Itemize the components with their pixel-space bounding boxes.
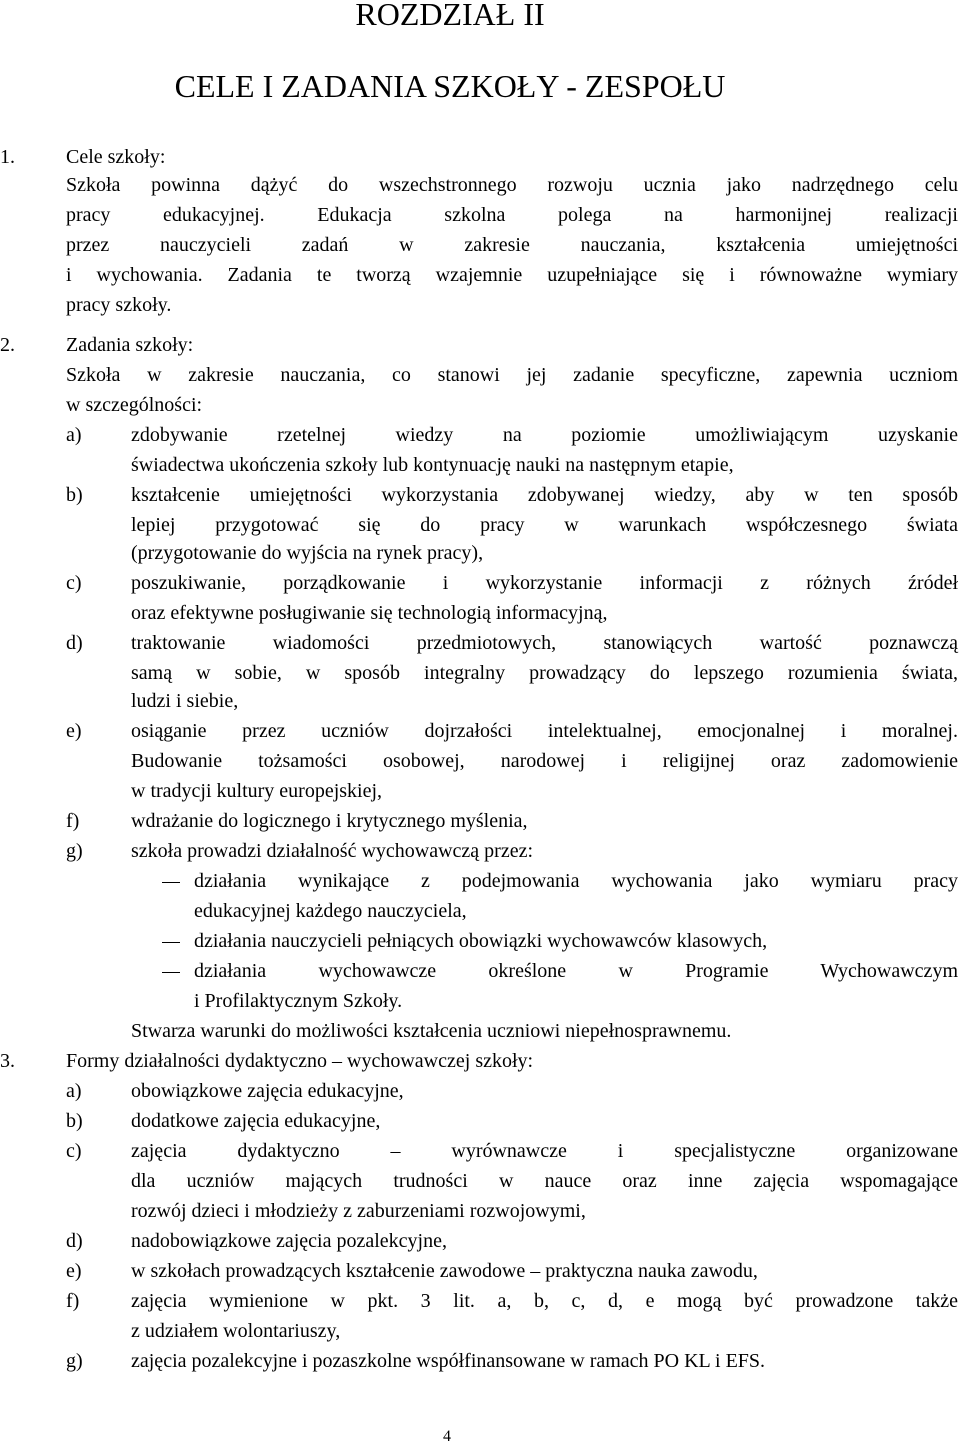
list-label: e): [66, 1260, 82, 1282]
list-label: c): [66, 572, 82, 594]
list-label: b): [66, 1110, 83, 1132]
dash-item-line: i Profilaktycznym Szkoły.: [194, 990, 403, 1012]
list-item-line: ludzi i siebie,: [131, 690, 239, 712]
page-number: 4: [443, 1428, 451, 1445]
list-item-line: kształcenie umiejętności wykorzystania zdobywanej wiedzy, aby w ten sposób: [131, 484, 958, 506]
list-item-line: rozwój dzieci i młodzieży z zaburzeniami rozwojowymi,: [131, 1200, 586, 1222]
list-label: a): [66, 1080, 82, 1102]
dash-item-line: działania nauczycieli pełniących obowiązki wychowawców klasowych,: [194, 930, 768, 952]
dash-bullet: [162, 942, 180, 943]
chapter-heading: ROZDZIAŁ II: [355, 0, 545, 32]
section-1-line: i wychowania. Zadania te tworzą wzajemnie uzupełniające się i równoważne wymiary: [66, 264, 958, 286]
dash-item-line: działania wychowawcze określone w Programie Wychowawczym: [194, 960, 958, 982]
list-item-line: lepiej przygotować się do pracy w warunkach współczesnego świata: [131, 514, 958, 536]
list-label: e): [66, 720, 82, 742]
list-item-line: zajęcia wymienione w pkt. 3 lit. a, b, c, d, e mogą być prowadzone także: [131, 1290, 958, 1312]
section-2-closing: Stwarza warunki do możliwości kształcenia uczniowi niepełnosprawnemu.: [131, 1020, 732, 1042]
section-1-number: 1.: [0, 146, 15, 168]
list-item-line: dla uczniów mających trudności w nauce oraz inne zajęcia wspomagające: [131, 1170, 958, 1192]
list-label: d): [66, 1230, 83, 1252]
list-label: d): [66, 632, 83, 654]
list-item-line: dodatkowe zajęcia edukacyjne,: [131, 1110, 381, 1132]
list-item-line: wdrażanie do logicznego i krytycznego myślenia,: [131, 810, 528, 832]
list-label: g): [66, 840, 83, 862]
list-item-line: zajęcia dydaktyczno – wyrównawcze i specjalistyczne organizowane: [131, 1140, 958, 1162]
list-item-line: zdobywanie rzetelnej wiedzy na poziomie umożliwiającym uzyskanie: [131, 424, 958, 446]
section-1-line: pracy szkoły.: [66, 294, 172, 316]
section-3-heading: Formy działalności dydaktyczno – wychowawczej szkoły:: [66, 1050, 534, 1072]
list-label: b): [66, 484, 83, 506]
list-label: g): [66, 1350, 83, 1372]
section-2-intro-line: w szczególności:: [66, 394, 203, 416]
list-item-line: z udziałem wolontariuszy,: [131, 1320, 341, 1342]
dash-bullet: [162, 972, 180, 973]
list-item-line: obowiązkowe zajęcia edukacyjne,: [131, 1080, 404, 1102]
section-2-heading: Zadania szkoły:: [66, 334, 194, 356]
section-2-intro-line: Szkoła w zakresie nauczania, co stanowi jej zadanie specyficzne, zapewnia uczniom: [66, 364, 958, 386]
section-1-line: Szkoła powinna dążyć do wszechstronnego rozwoju ucznia jako nadrzędnego celu: [66, 174, 958, 196]
dash-item-line: edukacyjnej każdego nauczyciela,: [194, 900, 467, 922]
list-item-line: samą w sobie, w sposób integralny prowadzący do lepszego rozumienia świata,: [131, 662, 958, 684]
list-item-line: (przygotowanie do wyjścia na rynek pracy),: [131, 542, 484, 564]
list-item-line: traktowanie wiadomości przedmiotowych, stanowiących wartość poznawczą: [131, 632, 958, 654]
list-item-line: szkoła prowadzi działalność wychowawczą przez:: [131, 840, 534, 862]
list-item-line: oraz efektywne posługiwanie się technologią informacyjną,: [131, 602, 608, 624]
list-item-line: nadobowiązkowe zajęcia pozalekcyjne,: [131, 1230, 447, 1252]
list-item-line: w szkołach prowadzących kształcenie zawodowe – praktyczna nauka zawodu,: [131, 1260, 758, 1282]
list-label: a): [66, 424, 82, 446]
list-item-line: poszukiwanie, porządkowanie i wykorzystanie informacji z różnych źródeł: [131, 572, 958, 594]
section-1-line: przez nauczycieli zadań w zakresie nauczania, kształcenia umiejętności: [66, 234, 958, 256]
section-3-number: 3.: [0, 1050, 15, 1072]
list-item-line: w tradycji kultury europejskiej,: [131, 780, 383, 802]
chapter-title: CELE I ZADANIA SZKOŁY - ZESPOŁU: [174, 68, 726, 104]
list-label: f): [66, 810, 80, 832]
list-item-line: świadectwa ukończenia szkoły lub kontynuację nauki na następnym etapie,: [131, 454, 734, 476]
list-label: c): [66, 1140, 82, 1162]
list-label: f): [66, 1290, 80, 1312]
section-2-number: 2.: [0, 334, 15, 356]
dash-item-line: działania wynikające z podejmowania wychowania jako wymiaru pracy: [194, 870, 958, 892]
list-item-line: zajęcia pozalekcyjne i pozaszkolne współfinansowane w ramach PO KL i EFS.: [131, 1350, 766, 1372]
section-1-heading: Cele szkoły:: [66, 146, 166, 168]
list-item-line: Budowanie tożsamości osobowej, narodowej i religijnej oraz zadomowienie: [131, 750, 958, 772]
section-1-line: pracy edukacyjnej. Edukacja szkolna polega na harmonijnej realizacji: [66, 204, 958, 226]
list-item-line: osiąganie przez uczniów dojrzałości intelektualnej, emocjonalnej i moralnej.: [131, 720, 958, 742]
dash-bullet: [162, 882, 180, 883]
